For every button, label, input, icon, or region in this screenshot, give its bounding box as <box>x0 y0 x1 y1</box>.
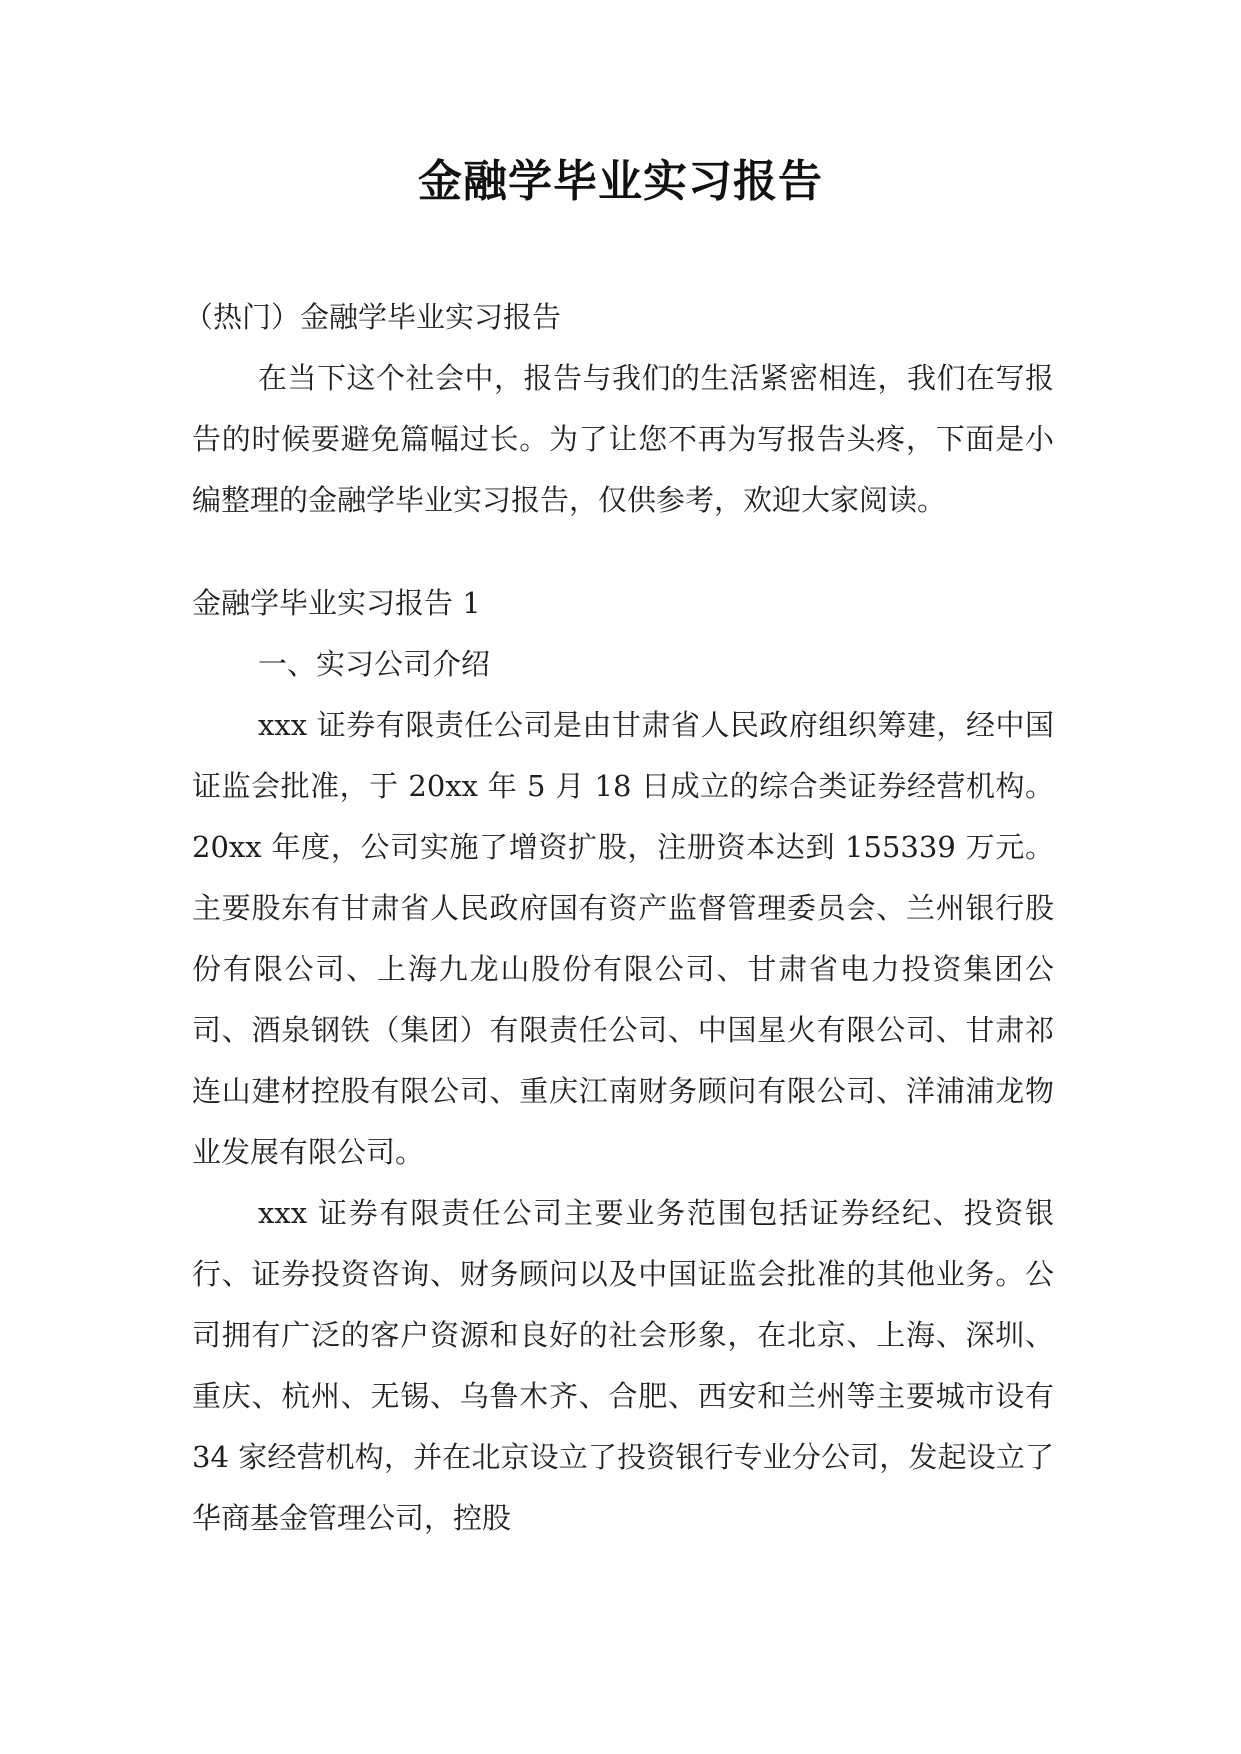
document-title: 金融学毕业实习报告 <box>418 156 823 207</box>
document-body <box>184 287 1054 1549</box>
document-subtitle: （热门）金融学毕业实习报告 <box>184 300 562 334</box>
section-title: 金融学毕业实习报告 1 <box>192 586 481 620</box>
intro-paragraph: 在当下这个社会中，报告与我们的生活紧密相连，我们在写报告的时候要避免篇幅过长。为了让您不再为写报告头疼，下面是小编整理的金融学毕业实习报告，仅供参考，欢迎大家阅读。 <box>192 361 1054 517</box>
body-paragraph-1: xxx 证券有限责任公司是由甘肃省人民政府组织筹建，经中国证监会批准，于 20xx 年 5 月 18 日成立的综合类证券经营机构。20xx 年度，公司实施了增资扩股，注册资本达到 155339 万元。主要股东有甘肃省人民政府国有资产监督管理委员会、兰州银行股份有限公司、上海九龙山股份有限公司、甘肃省电力投资集团公司、酒泉钢铁（集团）有限责任公司、中国星火有限公司、甘肃祁连山建材控股有限公司、重庆江南财务顾问有限公司、洋浦浦龙物业发展有限公司。 <box>192 708 1054 1169</box>
body-paragraph-2: xxx 证券有限责任公司主要业务范围包括证券经纪、投资银行、证券投资咨询、财务顾问以及中国证监会批准的其他业务。公司拥有广泛的客户资源和良好的社会形象，在北京、上海、深圳、重庆、杭州、无锡、乌鲁木齐、合肥、西安和兰州等主要城市设有 34 家经营机构，并在北京设立了投资银行专业分公司，发起设立了华商基金管理公司，控股 <box>192 1196 1054 1535</box>
section-heading: 一、实习公司介绍 <box>258 647 491 681</box>
